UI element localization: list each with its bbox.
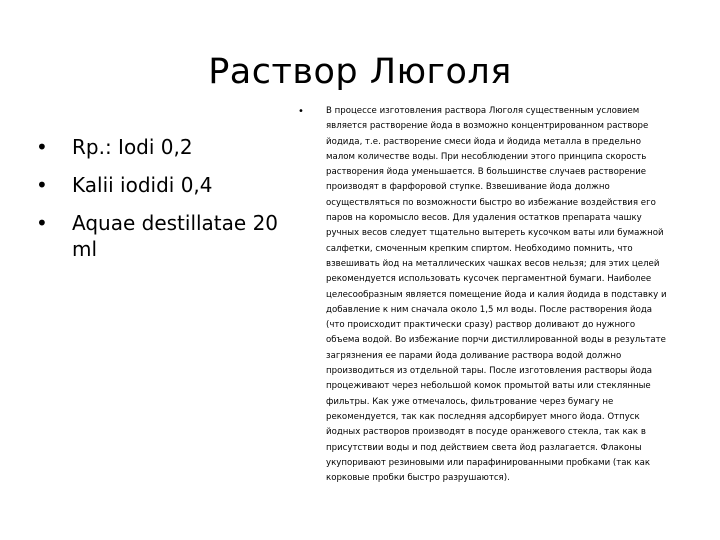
prescription-item-kalii: Kalii iodidi 0,4 <box>72 173 213 197</box>
bullet-icon: • <box>36 173 48 197</box>
list-item <box>36 172 291 198</box>
list-item <box>36 210 291 262</box>
list-item <box>36 134 291 160</box>
prescription-item-aquae: Aquae destillatae 20 ml <box>72 211 279 261</box>
description-text: В процессе изготовления раствора Люголя существенным условием является растворение йода в возможно концентрированном растворе йодида, т.е. растворение смеси йода и йодида металла в предельно малом количестве воды. При несоблюдении этого принципа скорость растворения йода уменьшается. В большинстве случаев растворение производят в фарфоровой ступке. Взвешивание йода должно осуществляться по возможности быстро во избежание воздействия его паров на коромысло весов. Для удаления остатков препарата чашку ручных весов следует тщательно вытереть кусочком ваты или бумажной салфетки, смоченным крепким спиртом. Необходимо помнить, что взвешивать йод на металлических чашках весов нельзя; для этих целей рекомендуется использовать кусочек пергаментной бумаги. Наиболее целесообразным является помещение йода и калия йодида в подставку и добавление к ним сначала около 1,5 мл воды. После растворения йода (что происходит практически сразу) раствор доливают до нужного объема водой. Во избежание порчи дистиллированной воды в результате загрязнения ее парами йода доливание раствора водой должно производиться из отдельной тары. После изготовления растворы йода процеживают через небольшой комок промытой ваты или стеклянные фильтры. Как уже отмечалось, фильтрование через бумагу не рекомендуется, так как последняя адсорбирует много йода. Отпуск йодных растворов производят в посуде оранжевого стекла, так как в присутствии воды и под действием света йод разлагается. Флаконы укупоривают резиновыми или парафинированными пробками (так как корковые пробки быстро разрушаются). <box>326 106 667 484</box>
slide-title: Раствор Люголя <box>208 52 512 92</box>
bullet-icon: • <box>36 211 48 235</box>
prescription-item-iodi: Rp.: Iodi 0,2 <box>72 135 193 159</box>
prescription-list <box>36 134 291 274</box>
bullet-icon: • <box>36 135 48 159</box>
bullet-icon: • <box>298 106 304 117</box>
